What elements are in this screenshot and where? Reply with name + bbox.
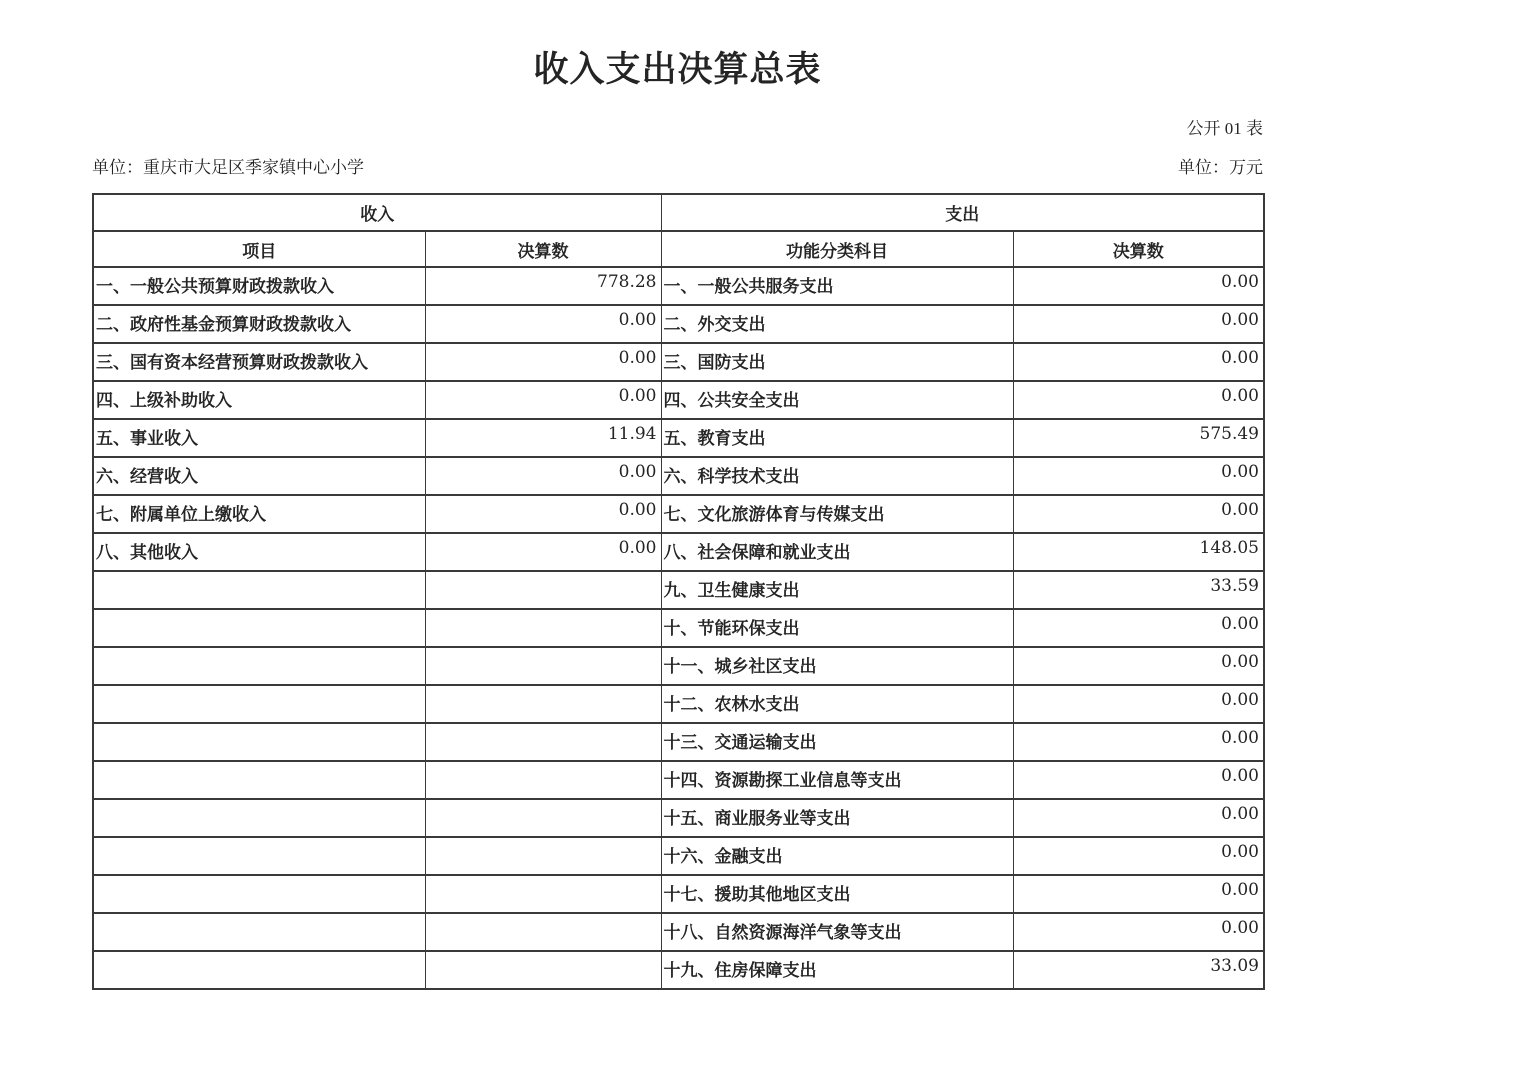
income-value-cell xyxy=(425,685,661,723)
table-row xyxy=(93,837,1264,875)
expense-value-cell: 0.00 xyxy=(1013,837,1264,875)
expense-item-cell: 十六、金融支出 xyxy=(661,837,1013,875)
income-value-cell xyxy=(425,875,661,913)
expense-value-cell: 0.00 xyxy=(1013,343,1264,381)
income-value-cell xyxy=(425,647,661,685)
income-item-cell xyxy=(93,609,425,647)
income-item-column-header: 项目 xyxy=(93,231,425,267)
table-row xyxy=(93,533,1264,571)
expense-value-cell: 33.59 xyxy=(1013,571,1264,609)
table-row xyxy=(93,685,1264,723)
expense-value-cell: 0.00 xyxy=(1013,685,1264,723)
income-value-cell: 11.94 xyxy=(425,419,661,457)
expense-item-cell: 十三、交通运输支出 xyxy=(661,723,1013,761)
income-item-cell: 七、附属单位上缴收入 xyxy=(93,495,425,533)
expense-value-cell: 0.00 xyxy=(1013,267,1264,305)
table-body xyxy=(93,267,1264,989)
income-item-cell: 八、其他收入 xyxy=(93,533,425,571)
expense-section-header: 支出 xyxy=(661,194,1264,231)
expense-value-cell: 0.00 xyxy=(1013,761,1264,799)
expense-item-cell: 四、公共安全支出 xyxy=(661,381,1013,419)
expense-item-cell: 十二、农林水支出 xyxy=(661,685,1013,723)
income-item-cell xyxy=(93,951,425,989)
income-value-cell xyxy=(425,723,661,761)
income-value-cell: 778.28 xyxy=(425,267,661,305)
table-row xyxy=(93,609,1264,647)
table-row xyxy=(93,381,1264,419)
income-value-column-header: 决算数 xyxy=(425,231,661,267)
expense-value-cell: 0.00 xyxy=(1013,799,1264,837)
currency-unit-label: 单位：万元 xyxy=(1178,158,1263,177)
table-row xyxy=(93,799,1264,837)
income-item-cell xyxy=(93,913,425,951)
income-item-cell xyxy=(93,685,425,723)
expense-item-cell: 七、文化旅游体育与传媒支出 xyxy=(661,495,1013,533)
expense-value-cell: 0.00 xyxy=(1013,305,1264,343)
table-row xyxy=(93,761,1264,799)
table-row xyxy=(93,913,1264,951)
income-value-cell xyxy=(425,761,661,799)
expense-item-cell: 十七、援助其他地区支出 xyxy=(661,875,1013,913)
expense-item-cell: 十八、自然资源海洋气象等支出 xyxy=(661,913,1013,951)
income-section-header: 收入 xyxy=(93,194,661,231)
expense-item-cell: 五、教育支出 xyxy=(661,419,1013,457)
table-row xyxy=(93,305,1264,343)
expense-item-cell: 二、外交支出 xyxy=(661,305,1013,343)
table-row xyxy=(93,495,1264,533)
table-row xyxy=(93,419,1264,457)
expense-item-cell: 十四、资源勘探工业信息等支出 xyxy=(661,761,1013,799)
income-value-cell: 0.00 xyxy=(425,457,661,495)
expense-value-cell: 0.00 xyxy=(1013,457,1264,495)
expense-item-cell: 八、社会保障和就业支出 xyxy=(661,533,1013,571)
expense-item-cell: 六、科学技术支出 xyxy=(661,457,1013,495)
form-code: 公开 01 表 xyxy=(1186,119,1263,138)
expense-item-column-header: 功能分类科目 xyxy=(661,231,1013,267)
expense-item-cell: 九、卫生健康支出 xyxy=(661,571,1013,609)
document-page xyxy=(92,0,1263,990)
income-item-cell: 二、政府性基金预算财政拨款收入 xyxy=(93,305,425,343)
income-item-cell xyxy=(93,723,425,761)
income-value-cell xyxy=(425,913,661,951)
income-value-cell: 0.00 xyxy=(425,343,661,381)
income-item-cell: 一、一般公共预算财政拨款收入 xyxy=(93,267,425,305)
income-item-cell: 六、经营收入 xyxy=(93,457,425,495)
income-value-cell: 0.00 xyxy=(425,533,661,571)
expense-item-cell: 十九、住房保障支出 xyxy=(661,951,1013,989)
table-row xyxy=(93,723,1264,761)
expense-value-cell: 0.00 xyxy=(1013,723,1264,761)
expense-value-cell: 0.00 xyxy=(1013,495,1264,533)
page-title: 收入支出决算总表 xyxy=(533,50,822,89)
expense-item-cell: 一、一般公共服务支出 xyxy=(661,267,1013,305)
expense-value-column-header: 决算数 xyxy=(1013,231,1264,267)
table-row xyxy=(93,951,1264,989)
expense-value-cell: 0.00 xyxy=(1013,647,1264,685)
expense-item-cell: 十、节能环保支出 xyxy=(661,609,1013,647)
expense-value-cell: 0.00 xyxy=(1013,875,1264,913)
expense-item-cell: 三、国防支出 xyxy=(661,343,1013,381)
income-value-cell xyxy=(425,837,661,875)
expense-value-cell: 148.05 xyxy=(1013,533,1264,571)
table-row xyxy=(93,875,1264,913)
income-item-cell xyxy=(93,799,425,837)
column-header-row xyxy=(93,231,1264,267)
table-row xyxy=(93,571,1264,609)
expense-value-cell: 33.09 xyxy=(1013,951,1264,989)
section-header-row xyxy=(93,194,1264,231)
expense-value-cell: 0.00 xyxy=(1013,913,1264,951)
income-value-cell xyxy=(425,799,661,837)
income-value-cell: 0.00 xyxy=(425,381,661,419)
income-item-cell xyxy=(93,875,425,913)
budget-summary-table xyxy=(92,193,1265,990)
table-row xyxy=(93,457,1264,495)
income-value-cell xyxy=(425,609,661,647)
table-row xyxy=(93,267,1264,305)
org-unit-label: 单位：重庆市大足区季家镇中心小学 xyxy=(92,158,364,177)
income-item-cell: 三、国有资本经营预算财政拨款收入 xyxy=(93,343,425,381)
table-row xyxy=(93,647,1264,685)
income-item-cell xyxy=(93,647,425,685)
expense-item-cell: 十五、商业服务业等支出 xyxy=(661,799,1013,837)
income-value-cell: 0.00 xyxy=(425,495,661,533)
expense-value-cell: 0.00 xyxy=(1013,381,1264,419)
expense-item-cell: 十一、城乡社区支出 xyxy=(661,647,1013,685)
unit-line xyxy=(92,157,1263,179)
income-item-cell: 五、事业收入 xyxy=(93,419,425,457)
income-value-cell xyxy=(425,951,661,989)
income-item-cell xyxy=(93,571,425,609)
expense-value-cell: 575.49 xyxy=(1013,419,1264,457)
table-row xyxy=(93,343,1264,381)
expense-value-cell: 0.00 xyxy=(1013,609,1264,647)
income-item-cell: 四、上级补助收入 xyxy=(93,381,425,419)
income-value-cell: 0.00 xyxy=(425,305,661,343)
income-item-cell xyxy=(93,761,425,799)
income-item-cell xyxy=(93,837,425,875)
income-value-cell xyxy=(425,571,661,609)
